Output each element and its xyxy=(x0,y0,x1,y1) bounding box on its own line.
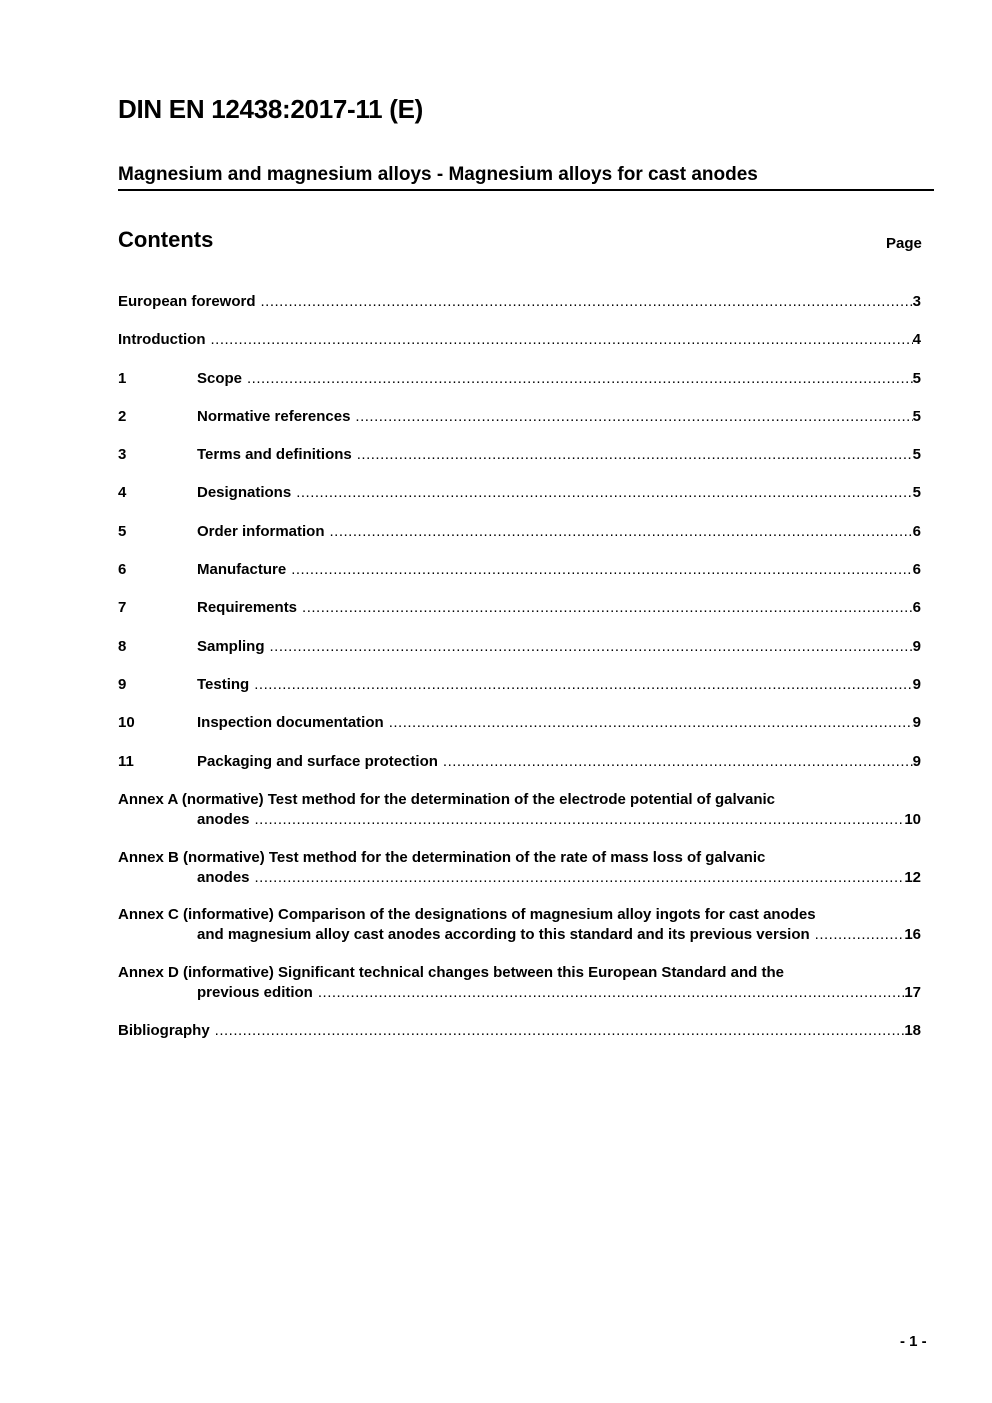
toc-entry-label-continued: anodes xyxy=(197,868,250,886)
toc-entry-page: 10 xyxy=(904,810,921,828)
leader-dots xyxy=(247,369,913,389)
leader-dots xyxy=(443,752,913,772)
document-subtitle: Magnesium and magnesium alloys - Magnesium alloys for cast anodes xyxy=(118,163,934,191)
toc-entry-label: Introduction xyxy=(118,331,206,348)
toc-entry-number: 9 xyxy=(118,676,127,693)
toc-entry-terms-and-definitions[interactable] xyxy=(118,445,921,465)
toc-entry-annex-c[interactable] xyxy=(118,905,921,944)
document-title: DIN EN 12438:2017-11 (E) xyxy=(118,94,423,124)
toc-entry-normative-references[interactable] xyxy=(118,407,921,427)
leader-dots xyxy=(302,598,913,618)
toc-entry-page: 9 xyxy=(912,714,921,731)
toc-entry-number: 5 xyxy=(118,523,127,540)
toc-entry-number: 6 xyxy=(118,561,127,578)
toc-entry-label-continued: anodes xyxy=(197,810,250,828)
leader-dots xyxy=(291,560,912,580)
toc-entry-page: 4 xyxy=(912,331,921,348)
toc-entry-page: 12 xyxy=(904,868,921,886)
toc-entry-requirements[interactable] xyxy=(118,598,921,618)
toc-entry-designations[interactable] xyxy=(118,483,921,503)
toc-entry-introduction[interactable] xyxy=(118,330,921,350)
leader-dots xyxy=(261,292,913,312)
toc-entry-label: Designations xyxy=(197,484,292,501)
toc-entry-annex-b[interactable] xyxy=(118,848,921,887)
leader-dots xyxy=(270,637,913,657)
toc-entry-label: Packaging and surface protection xyxy=(197,753,438,770)
toc-entry-page: 5 xyxy=(912,446,921,463)
toc-entry-number: 1 xyxy=(118,370,127,387)
toc-entry-page: 5 xyxy=(912,484,921,501)
toc-entry-manufacture[interactable] xyxy=(118,560,921,580)
toc-entry-annex-d[interactable] xyxy=(118,963,921,1002)
toc-entry-order-information[interactable] xyxy=(118,522,921,542)
toc-entry-number: 2 xyxy=(118,408,127,425)
leader-dots xyxy=(330,522,913,542)
toc-entry-european-foreword[interactable] xyxy=(118,292,921,312)
leader-dots xyxy=(255,868,905,888)
leader-dots xyxy=(357,445,913,465)
toc-entry-label: Inspection documentation xyxy=(197,714,384,731)
footer-page-number: - 1 - xyxy=(900,1333,927,1350)
toc-entry-label: Annex B (normative) Test method for the determination of the rate of mass loss of galvanic xyxy=(118,849,766,866)
toc-entry-label-continued: previous edition xyxy=(197,983,313,1001)
toc-entry-number: 3 xyxy=(118,446,127,463)
leader-dots xyxy=(318,983,904,1003)
toc-entry-page: 18 xyxy=(904,1022,921,1039)
toc-entry-label: Bibliography xyxy=(118,1022,210,1039)
toc-entry-annex-a[interactable] xyxy=(118,790,921,829)
toc-entry-page: 9 xyxy=(912,638,921,655)
leader-dots xyxy=(215,1021,905,1041)
page-column-heading: Page xyxy=(886,235,922,252)
leader-dots xyxy=(210,330,912,350)
toc-entry-label: Terms and definitions xyxy=(197,446,352,463)
toc-entry-bibliography[interactable] xyxy=(118,1021,921,1041)
toc-entry-page: 9 xyxy=(912,676,921,693)
toc-entry-label: Scope xyxy=(197,370,243,387)
toc-entry-number: 10 xyxy=(118,714,135,731)
toc-entry-page: 9 xyxy=(912,753,921,770)
leader-dots xyxy=(296,483,912,503)
toc-entry-label: Normative references xyxy=(197,408,351,425)
toc-entry-page: 6 xyxy=(912,561,921,578)
leader-dots xyxy=(255,810,905,830)
toc-entry-label: Annex C (informative) Comparison of the designations of magnesium alloy ingots for cast anodes xyxy=(118,906,816,923)
toc-entry-page: 6 xyxy=(912,599,921,616)
toc-entry-label: Manufacture xyxy=(197,561,287,578)
toc-entry-label: Order information xyxy=(197,523,325,540)
toc-entry-page: 16 xyxy=(904,925,921,943)
toc-entry-number: 7 xyxy=(118,599,127,616)
toc-entry-label: Annex A (normative) Test method for the determination of the electrode potential of galvanic xyxy=(118,791,776,808)
toc-entry-sampling[interactable] xyxy=(118,637,921,657)
toc-entry-testing[interactable] xyxy=(118,675,921,695)
toc-entry-number: 8 xyxy=(118,638,127,655)
toc-entry-label: Testing xyxy=(197,676,250,693)
toc-entry-number: 4 xyxy=(118,484,127,501)
toc-entry-label: Sampling xyxy=(197,638,265,655)
toc-entry-scope[interactable] xyxy=(118,369,921,389)
toc-entry-packaging[interactable] xyxy=(118,752,921,772)
contents-heading: Contents xyxy=(118,227,214,252)
toc-entry-page: 3 xyxy=(912,293,921,310)
toc-entry-number: 11 xyxy=(118,753,134,770)
toc-entry-inspection-documentation[interactable] xyxy=(118,713,921,733)
leader-dots xyxy=(815,925,905,945)
toc-entry-page: 17 xyxy=(904,983,921,1001)
leader-dots xyxy=(389,713,913,733)
toc-entry-label: European foreword xyxy=(118,293,256,310)
leader-dots xyxy=(254,675,912,695)
toc-entry-label: Annex D (informative) Significant technical changes between this European Standard and the xyxy=(118,964,784,981)
toc-entry-page: 6 xyxy=(912,523,921,540)
toc-entry-page: 5 xyxy=(912,408,921,425)
toc-entry-label: Requirements xyxy=(197,599,298,616)
leader-dots xyxy=(355,407,912,427)
toc-entry-label-continued: and magnesium alloy cast anodes according to this standard and its previous version xyxy=(197,925,810,943)
toc-entry-page: 5 xyxy=(912,370,921,387)
